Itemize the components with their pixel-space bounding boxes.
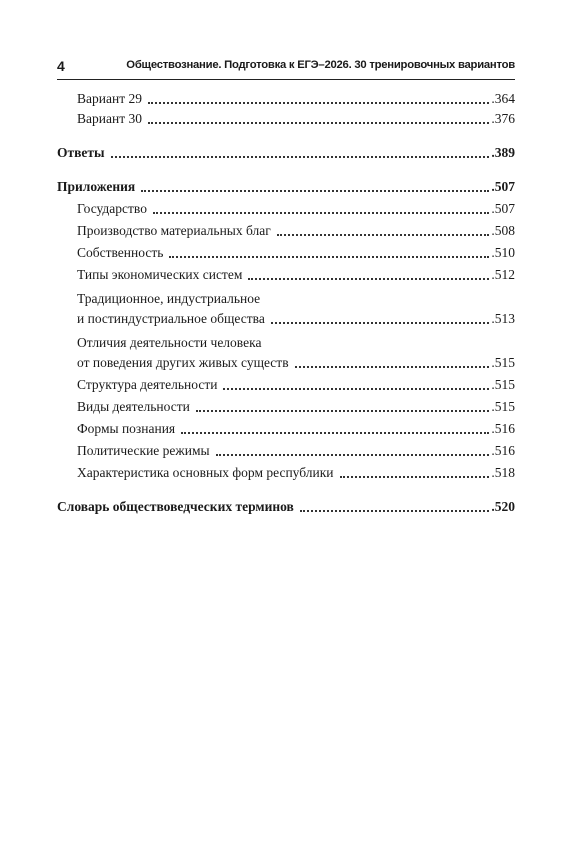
toc-label: Типы экономических систем xyxy=(77,267,243,282)
toc-entry-multiline xyxy=(57,333,515,373)
toc-page: .376 xyxy=(491,111,515,126)
toc-label: Вариант 29 xyxy=(77,91,142,106)
toc-entry xyxy=(57,463,515,483)
running-title: Обществознание. Подготовка к ЕГЭ–2026. 30 тренировочных вариантов xyxy=(126,59,515,71)
toc-entry xyxy=(57,397,515,417)
dot-leader xyxy=(153,212,489,214)
toc-label: Виды деятельности xyxy=(77,399,190,414)
toc-entry xyxy=(57,221,515,241)
toc-entry xyxy=(57,243,515,263)
dot-leader xyxy=(148,102,489,104)
toc-page: .508 xyxy=(491,223,515,238)
toc-entry-appendices xyxy=(57,177,515,197)
toc-label: Характеристика основных форм республики xyxy=(77,465,334,480)
toc-page: .518 xyxy=(491,465,515,480)
toc-page: .515 xyxy=(491,355,515,370)
toc-label-line: и постиндустриальное общества xyxy=(77,311,265,326)
toc-label: Словарь обществоведческих терминов xyxy=(57,499,294,514)
toc-page: .516 xyxy=(491,443,515,458)
toc-label: Политические режимы xyxy=(77,443,210,458)
toc-page: .364 xyxy=(491,91,515,106)
toc-entry-glossary xyxy=(57,497,515,517)
toc-label xyxy=(77,289,271,329)
toc-label-line: от поведения других живых существ xyxy=(77,355,289,370)
toc-entry xyxy=(57,109,515,129)
toc-entry xyxy=(57,265,515,285)
dot-leader xyxy=(340,476,490,478)
toc-entry-answers xyxy=(57,143,515,163)
dot-leader xyxy=(169,256,489,258)
dot-leader xyxy=(248,278,489,280)
dot-leader xyxy=(295,366,490,368)
toc-label: Формы познания xyxy=(77,421,176,436)
dot-leader xyxy=(223,388,489,390)
toc-page: .520 xyxy=(491,499,515,514)
toc-page: .512 xyxy=(491,267,515,282)
page-number: 4 xyxy=(57,58,65,74)
dot-leader xyxy=(181,432,489,434)
toc-label-line: Традиционное, индустриальное xyxy=(77,291,261,306)
toc-label: Собственность xyxy=(77,245,164,260)
toc-label: Государство xyxy=(77,201,147,216)
header-rule xyxy=(57,79,515,80)
dot-leader xyxy=(277,234,490,236)
dot-leader xyxy=(111,156,490,158)
toc-page: .510 xyxy=(491,245,515,260)
toc-entry xyxy=(57,375,515,395)
toc-page: .507 xyxy=(491,201,515,216)
page-header xyxy=(57,56,515,76)
toc-entry-multiline xyxy=(57,289,515,329)
dot-leader xyxy=(148,122,489,124)
table-of-contents xyxy=(57,89,515,517)
toc-entry xyxy=(57,199,515,219)
dot-leader xyxy=(141,190,489,192)
dot-leader xyxy=(271,322,490,324)
toc-label: Структура деятельности xyxy=(77,377,218,392)
toc-entry xyxy=(57,419,515,439)
toc-page: .515 xyxy=(491,377,515,392)
toc-page: .507 xyxy=(491,179,515,194)
toc-label-line: Отличия деятельности человека xyxy=(77,335,262,350)
toc-label: Ответы xyxy=(57,145,105,160)
toc-label: Производство материальных благ xyxy=(77,223,271,238)
toc-page: .389 xyxy=(491,145,515,160)
toc-label xyxy=(77,333,295,373)
toc-page: .515 xyxy=(491,399,515,414)
dot-leader xyxy=(196,410,490,412)
dot-leader xyxy=(300,510,490,512)
toc-label: Приложения xyxy=(57,179,136,194)
toc-entry xyxy=(57,441,515,461)
toc-page: .513 xyxy=(491,311,515,326)
toc-label: Вариант 30 xyxy=(77,111,142,126)
dot-leader xyxy=(216,454,490,456)
toc-entry xyxy=(57,89,515,109)
toc-page: .516 xyxy=(491,421,515,436)
